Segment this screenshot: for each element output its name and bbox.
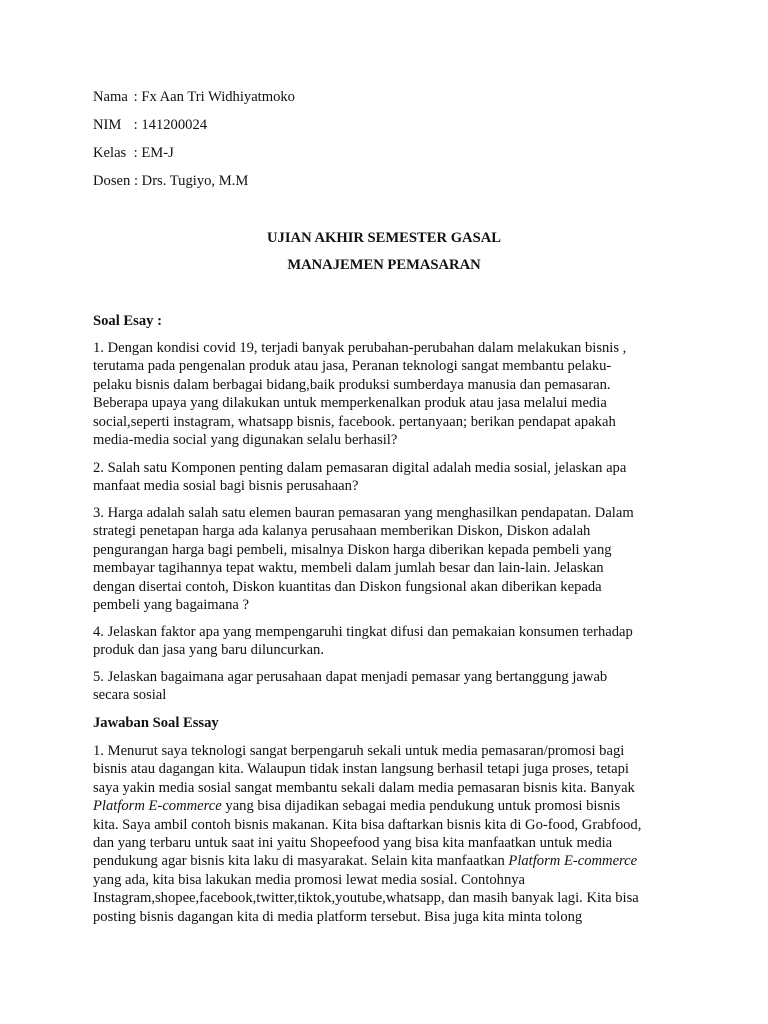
question-3-line: dengan disertai contoh, Diskon kuantitas dan Diskon fungsional akan diberikan kepada [93,578,602,595]
question-4-line: 4. Jelaskan faktor apa yang mempengaruhi tingkat difusi dan pemakaian konsumen terhadap [93,624,633,640]
dosen-value: Drs. Tugiyo, M.M [141,173,249,189]
answer-1-line: bisnis atau dagangan kita. Walaupun tidak instan langsung berhasil tetapi juga proses, tetapi [93,761,629,778]
platform-ecommerce-term: Platform E-commerce [93,798,222,815]
question-3-line: pengurangan harga bagi pembeli, misalnya Diskon harga diberikan kepada pembeli yang [93,541,612,558]
nama-value: Fx Aan Tri Widhiyatmoko [141,89,295,105]
nim-separator: : [130,117,142,133]
nama-label: Nama [93,89,128,105]
dosen-label: Dosen [93,173,131,189]
nim-label: NIM [93,117,122,133]
answer-1-line [93,852,683,870]
soal-heading: Soal Esay : [93,313,162,329]
answer-1-line: posting bisnis dagangan kita di media platform tersebut. Bisa juga kita minta tolong [93,908,583,925]
answer-1-line [93,797,683,815]
student-nim-row [93,116,207,134]
answer-1-line: 1. Menurut saya teknologi sangat berpengaruh sekali untuk media pemasaran/promosi bagi [93,743,625,759]
answer-1-line: Instagram,shopee,facebook,twitter,tiktok,youtube,whatsapp, dan masih banyak lagi. Kita bisa [93,890,639,907]
question-3 [93,504,683,614]
lecturer-row [93,172,248,190]
question-3-line: pembeli yang bagaimana ? [93,597,250,614]
question-3-line: 3. Harga adalah salah satu elemen bauran pemasaran yang menghasilkan pendapatan. Dalam [93,505,634,521]
answer-1-line: dan yang terbaru untuk saat ini yaitu Shopeefood yang bisa kita manfaatkan untuk media [93,835,613,852]
question-5 [93,668,683,705]
kelas-label: Kelas [93,145,127,161]
question-1 [93,339,683,449]
answer-1-line: yang ada, kita bisa lakukan media promosi lewat media sosial. Contohnya [93,871,526,888]
kelas-separator: : [130,145,142,161]
nama-separator: : [130,89,142,105]
question-1-line: 1. Dengan kondisi covid 19, terjadi banyak perubahan-perubahan dalam melakukan bisnis , [93,340,627,356]
answer-1-text: yang bisa dijadikan sebagai media pendukung untuk promosi bisnis [221,798,621,815]
jawaban-heading: Jawaban Soal Essay [93,715,219,731]
question-3-line: strategi penetapan harga ada kalanya perusahaan memberikan Diskon, Diskon adalah [93,523,591,540]
student-name-row [93,88,295,106]
question-1-line: pelaku bisnis dalam berbagai bidang,baik produksi sumberdaya manusia dan pemasaran. [93,376,611,393]
question-4 [93,623,683,660]
question-1-line: social,seperti instagram, whatsapp bisnis, facebook. pertanyaan; berikan pendapat apakah [93,413,616,430]
answer-1-text: pendukung agar bisnis kita laku di masyarakat. Selain kita manfaatkan [93,853,509,870]
question-3-line: membayar tagihannya tepat waktu, membeli dalam jumlah besar dan lain-lain. Jelaskan [93,560,604,577]
dosen-separator: : [130,173,142,189]
nim-value: 141200024 [141,117,208,133]
question-5-line: 5. Jelaskan bagaimana agar perusahaan dapat menjadi pemasar yang bertanggung jawab [93,669,608,685]
answer-1-line: kita. Saya ambil contoh bisnis makanan. Kita bisa daftarkan bisnis kita di Go-food, Grabfood, [93,816,642,833]
question-4-line: produk dan jasa yang baru diluncurkan. [93,642,324,659]
question-2 [93,459,683,496]
question-5-line: secara sosial [93,687,167,704]
course-title: MANAJEMEN PEMASARAN [287,257,481,273]
exam-title: UJIAN AKHIR SEMESTER GASAL [267,230,501,246]
question-1-line: Beberapa upaya yang dilakukan untuk memperkenalkan produk atau jasa melalui media [93,395,607,412]
question-1-line: media-media social yang digunakan selalu berhasil? [93,432,398,449]
question-2-line: 2. Salah satu Komponen penting dalam pemasaran digital adalah media sosial, jelaskan apa [93,460,627,476]
kelas-value: EM-J [141,145,174,161]
answer-1 [93,742,683,926]
student-class-row [93,144,174,162]
question-2-line: manfaat media sosial bagi bisnis perusahaan? [93,478,359,495]
question-1-line: terutama pada pengenalan produk atau jasa, Peranan teknologi sangat membantu pelaku- [93,358,612,375]
platform-ecommerce-term: Platform E-commerce [508,853,638,870]
answer-1-line: saya yakin media sosial sangat membantu sekali dalam media pemasaran bisnis kita. Banyak [93,779,635,796]
